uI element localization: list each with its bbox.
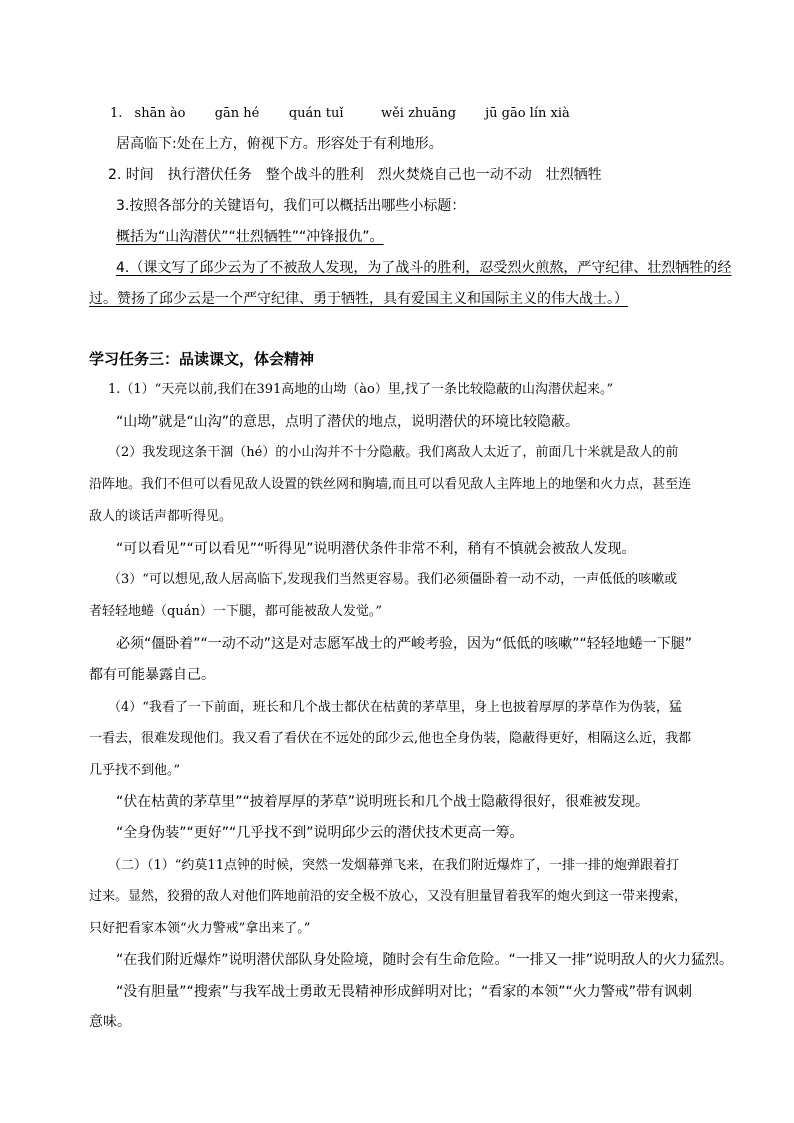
answer-3-line: 概括为“山沟潜伏”“壮烈牺牲”“冲锋报仇”。 xyxy=(116,229,384,245)
paragraph-line: 几乎找不到他。” xyxy=(89,763,181,778)
pinyin-item: jū gāo lín xià xyxy=(485,106,570,121)
paragraph-line: 一看去，很难发现他们。我又看了看伏在不远处的邱少云,他也全身伪装，隐蔽得更好，相隔这么近，我都 xyxy=(89,731,692,746)
paragraph-line: “全身伪装”“更好”“几乎找不到”说明邱少云的潜伏技术更高一筹。 xyxy=(116,825,524,841)
paragraph-line: “伏在枯黄的茅草里”“披着厚厚的茅草”说明班长和几个战士隐蔽得很好，很难被发现。 xyxy=(116,794,650,810)
pinyin-item: wěi zhuāng xyxy=(380,106,457,121)
paragraph-line: （二）（1）“约莫11点钟的时候，突然一发烟幕弹飞来，在我们附近爆炸了，一排一排的炮弹跟着打 xyxy=(108,858,679,873)
paragraph-line: （2）我发现这条干涸（hé）的小山沟并不十分隐蔽。我们离敌人太近了，前面几十米就是敌人的前 xyxy=(108,445,679,460)
paragraph-line: （4）“我看了一下前面，班长和几个战士都伏在枯黄的茅草里，身上也披着厚厚的茅草作为伪装，猛 xyxy=(108,700,682,715)
pinyin-item: quán tuǐ xyxy=(288,106,344,121)
question-3-line: 3.按照各部分的关键语句，我们可以概括出哪些小标题： xyxy=(116,198,466,214)
paragraph-line: 只好把看家本领“火力警戒”拿出来了。” xyxy=(89,921,311,936)
task3-heading: 学习任务三：品读课文，体会精神 xyxy=(89,350,315,368)
answer-2-line: 2. 时间 执行潜伏任务 整个战斗的胜利 烈火焚烧自己也一动不动 壮烈牺牲 xyxy=(108,167,602,183)
paragraph-line: “在我们附近爆炸”说明潜伏部队身处险境，随时会有生命危险。“一排又一排”说明敌人的火力猛烈。 xyxy=(116,952,734,968)
paragraph-line: 者轻轻地蜷（quán）一下腿，都可能被敌人发觉。” xyxy=(89,604,382,619)
paragraph-line: 敌人的谈话声都听得见。 xyxy=(89,509,233,524)
pinyin-item: gān hé xyxy=(214,106,260,121)
paragraph-line: “可以看见”“可以看见”“听得见”说明潜伏条件非常不利，稍有不慎就会被敌人发现。 xyxy=(116,541,636,557)
answer-4-line-1: 4.（课文写了邱少云为了不被敌人发现，为了战斗的胜利，忍受烈火煎熬，严守纪律、壮烈牺牲的经 xyxy=(116,260,732,276)
pinyin-answer-line xyxy=(110,104,570,124)
paragraph-line: “山坳”就是“山沟”的意思，点明了潜伏的地点，说明潜伏的环境比较隐蔽。 xyxy=(116,414,580,430)
paragraph-line: 沿阵地。我们不但可以看见敌人设置的铁丝网和胸墙,而且可以看见敌人主阵地上的地堡和火力点，甚至连 xyxy=(89,477,692,492)
paragraph-line: “没有胆量”“搜索”与我军战士勇敢无畏精神形成鲜明对比；“看家的本领”“火力警戒”带有讽刺 xyxy=(116,984,693,1000)
paragraph-line: （3）“可以想见,敌人居高临下,发现我们当然更容易。我们必须僵卧着一动不动，一声低低的咳嗽或 xyxy=(108,572,678,587)
paragraph-line: 意味。 xyxy=(89,1014,131,1030)
paragraph-line: 1.（1）“天亮以前,我们在391高地的山坳（ào）里,找了一条比较隐蔽的山沟潜伏起来。” xyxy=(108,382,614,397)
answer-4-line-2: 过。赞扬了邱少云是一个严守纪律、勇于牺牲，具有爱国主义和国际主义的伟大战士。） xyxy=(89,291,628,307)
paragraph-line: 必须“僵卧着”“一动不动”这是对志愿军战士的严峻考验，因为“低低的咳嗽”“轻轻地蜷一下腿” xyxy=(116,636,693,652)
pinyin-number: 1. xyxy=(110,106,123,121)
definition-line: 居高临下:处在上方，俯视下方。形容处于有利地形。 xyxy=(116,136,443,152)
pinyin-item: shān ào xyxy=(134,106,186,121)
paragraph-line: 过来。显然，狡猾的敌人对他们阵地前沿的安全极不放心，又没有胆量冒着我军的炮火到这一带来搜索， xyxy=(89,889,688,904)
paragraph-line: 都有可能暴露自己。 xyxy=(89,667,215,683)
